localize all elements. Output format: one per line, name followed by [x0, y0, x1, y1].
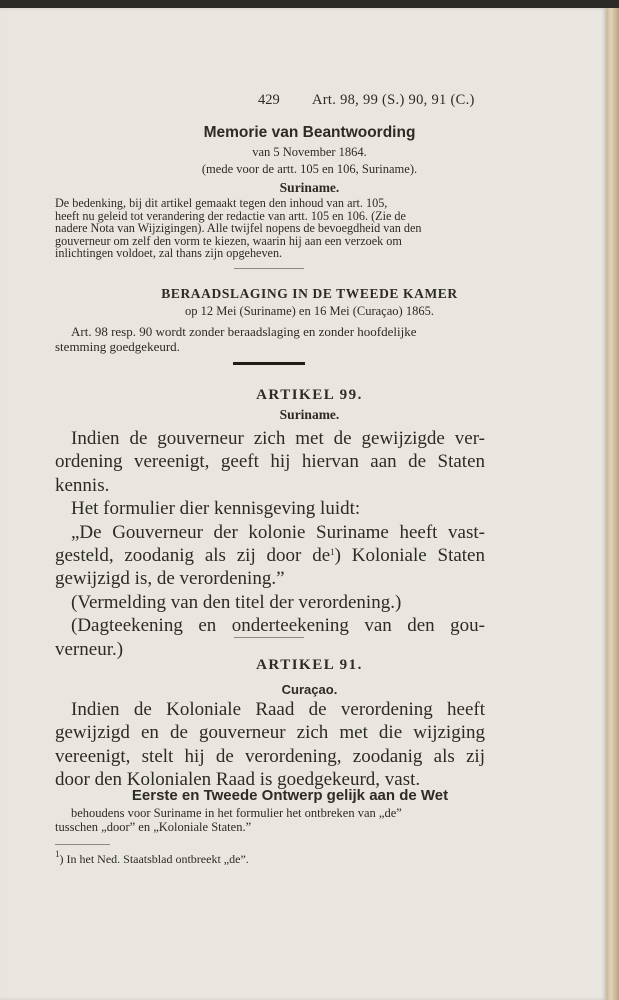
article-reference: Art. 98, 99 (S.) 90, 91 (C.): [312, 92, 475, 108]
text-line: gewijzigd en de gouverneur zich met die wijziging: [55, 722, 485, 744]
text-line: (Dagteekening en onderteekening van den gou-: [71, 615, 485, 637]
section-divider-thick: [233, 362, 305, 365]
memorie-subheading: Suriname.: [279, 180, 340, 195]
memorie-note: (mede voor de artt. 105 en 106, Suriname).: [201, 162, 418, 176]
artikel-99-heading: ARTIKEL 99.: [256, 387, 363, 403]
section-divider: [234, 637, 304, 638]
memorie-title: Memorie van Beantwoording: [203, 124, 416, 141]
eerste-paragraph: [55, 807, 495, 834]
text-line: ordening vereenigt, geeft hij hiervan aan de Staten: [55, 451, 485, 473]
text-line-with-footnote: [55, 544, 485, 567]
text-line: door den Kolonialen Raad is goedgekeurd, vast.: [55, 769, 421, 791]
paragraph-line: gouverneur om zelf den vorm te kiezen, waarin hij aan een verzoek om: [55, 233, 402, 248]
footnote: [55, 849, 485, 867]
beraadslaging-title: BERAADSLAGING IN DE TWEEDE KAMER: [161, 286, 458, 301]
footnote-ref: 1: [330, 546, 335, 557]
footnote-text: ) In het Ned. Staatsblad ontbreekt „de”.: [59, 852, 249, 866]
paragraph-line: tusschen „door” en „Koloniale Staten.”: [55, 819, 252, 834]
paragraph-line: De bedenking, bij dit artikel gemaakt tegen den inhoud van art. 105,: [55, 196, 388, 210]
beraadslaging-paragraph: [55, 324, 483, 354]
artikel-99-text: [55, 427, 485, 661]
text-line: verneur.): [55, 638, 124, 660]
text-line-end: ) Koloniale Staten: [334, 544, 485, 566]
memorie-paragraph: [55, 197, 485, 260]
text-line: kennis.: [55, 474, 110, 496]
paragraph-line: behoudens voor Suriname in het formulier het ontbreken van „de”: [71, 806, 402, 820]
paragraph-line: inlichtingen voldoet, zal thans zijn opgeheven.: [55, 246, 283, 261]
text-line: Het formulier dier kennisgeving luidt:: [71, 498, 361, 520]
footnote-rule: [55, 844, 110, 845]
paragraph-line: stemming goedgekeurd.: [55, 339, 180, 354]
paragraph-line: Art. 98 resp. 90 wordt zonder beraadslaging en zonder hoofdelijke: [71, 324, 417, 339]
text-line: „De Gouverneur der kolonie Suriname heeft vast-: [71, 521, 485, 543]
beraadslaging-date: op 12 Mei (Suriname) en 16 Mei (Curaçao) 1865.: [185, 304, 434, 318]
text-line: Indien de Koloniale Raad de verordening heeft: [71, 699, 485, 720]
footnote-marker: 1: [55, 849, 60, 859]
artikel-91-heading: ARTIKEL 91.: [256, 657, 363, 673]
text-line: (Vermelding van den titel der verordening.): [71, 591, 402, 613]
text-line: gewijzigd is, de verordening.”: [55, 568, 285, 590]
paragraph-line: heeft nu geleid tot verandering der redactie van artt. 105 en 106. (Zie de: [55, 208, 406, 223]
artikel-99-subheading: Suriname.: [279, 407, 340, 422]
artikel-91-text: [55, 698, 485, 792]
section-divider: [234, 268, 304, 269]
text-line-start: gesteld, zoodanig als zij door de: [55, 544, 331, 566]
page-number: 429: [258, 92, 280, 108]
eerste-title: Eerste en Tweede Ontwerp gelijk aan de Wet: [131, 787, 449, 804]
paragraph-line: nadere Nota van Wijzigingen). Alle twijfel nopens de bevoegdheid van den: [55, 221, 422, 236]
memorie-date: van 5 November 1864.: [252, 145, 367, 159]
text-line: vereenigt, stelt hij de verordening, zoodanig als zij: [55, 745, 485, 767]
text-line: Indien de gouverneur zich met de gewijzigde ver-: [71, 428, 485, 449]
artikel-91-subheading: Curaçao.: [281, 682, 338, 697]
